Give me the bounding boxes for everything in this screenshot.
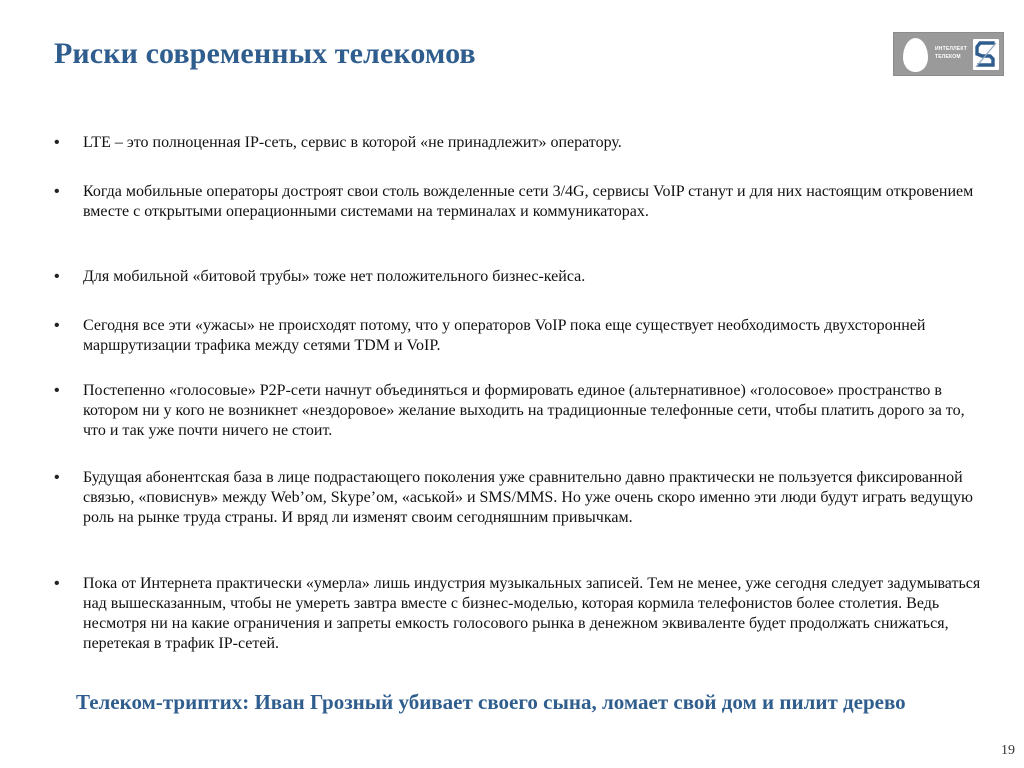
- egg-logo-icon: [903, 38, 928, 72]
- bullet-text: Для мобильной «битовой трубы» тоже нет положительного бизнес-кейса.: [83, 268, 586, 285]
- bullet-marker: •: [54, 575, 60, 592]
- bullet-item-5: [54, 381, 984, 441]
- intellect-telecom-mark-icon: [973, 39, 999, 70]
- page-number: 19: [1001, 743, 1015, 758]
- bullet-item-4: [54, 316, 984, 356]
- bullet-marker: •: [54, 382, 60, 399]
- bullet-marker: •: [54, 183, 60, 200]
- bullet-item-3: [54, 267, 984, 287]
- bullet-item-2: [54, 182, 984, 222]
- bullet-marker: •: [54, 268, 60, 285]
- bullet-text: Будущая абонентская база в лице подрастающего поколения уже сравнительно давно практически не пользуется фиксированной связью, «повиснув» между Web’ом, Skype’ом, «аськой» и SMS/MMS. Но уже очень скоро именно эти люди будут играть ведущую роль на рынке труда страны. И вряд ли изменят своим сегодняшним привычкам.: [83, 469, 973, 526]
- logo-text-line-1: ИНТЕЛЛЕКТ: [935, 46, 967, 52]
- bullet-item-7: [54, 574, 984, 654]
- bullet-item-6: [54, 468, 984, 528]
- bullet-marker: •: [54, 134, 60, 151]
- bullet-item-1: [54, 133, 984, 153]
- company-logo: [893, 32, 1004, 76]
- bullet-text: Постепенно «голосовые» P2P-сети начнут объединяться и формировать единое (альтернативное) «голосовое» пространство в котором ни у кого не возникнет «нездоровое» желание выходить на традиционные телефонные сети, чтобы платить дорого за то, что и так уже почти ничего не стоит.: [83, 382, 965, 439]
- bullet-text: LTE – это полноценная IP-сеть, сервис в которой «не принадлежит» оператору.: [83, 134, 622, 151]
- bullet-text: Когда мобильные операторы достроят свои столь вожделенные сети 3/4G, сервисы VoIP станут и для них настоящим откровением вместе с открытыми операционными системами на терминалах и коммуникаторах.: [83, 183, 974, 220]
- slide-title: Риски современных телекомов: [54, 37, 476, 70]
- bullet-marker: •: [54, 469, 60, 486]
- bullet-text: Пока от Интернета практически «умерла» лишь индустрия музыкальных записей. Тем не менее, уже сегодня следует задумываться над вышесказанным, чтобы не умереть завтра вместе с бизнес-моделью, которая кормила телефонистов более столетия. Ведь несмотря ни на какие ограничения и запреты емкость голосового рынка в денежном эквиваленте будет продолжать снижаться, перетекая в трафик IP-сетей.: [83, 575, 981, 652]
- footer-title: Телеком-триптих: Иван Грозный убивает своего сына, ломает свой дом и пилит дерево: [76, 690, 906, 714]
- bullet-marker: •: [54, 317, 60, 334]
- logo-text: [935, 45, 969, 61]
- logo-text-line-2: ТЕЛЕКОМ: [935, 54, 961, 60]
- bullet-text: Сегодня все эти «ужасы» не происходят потому, что у операторов VoIP пока еще существует необходимость двухсторонней маршрутизации трафика между сетями TDM и VoIP.: [83, 317, 926, 354]
